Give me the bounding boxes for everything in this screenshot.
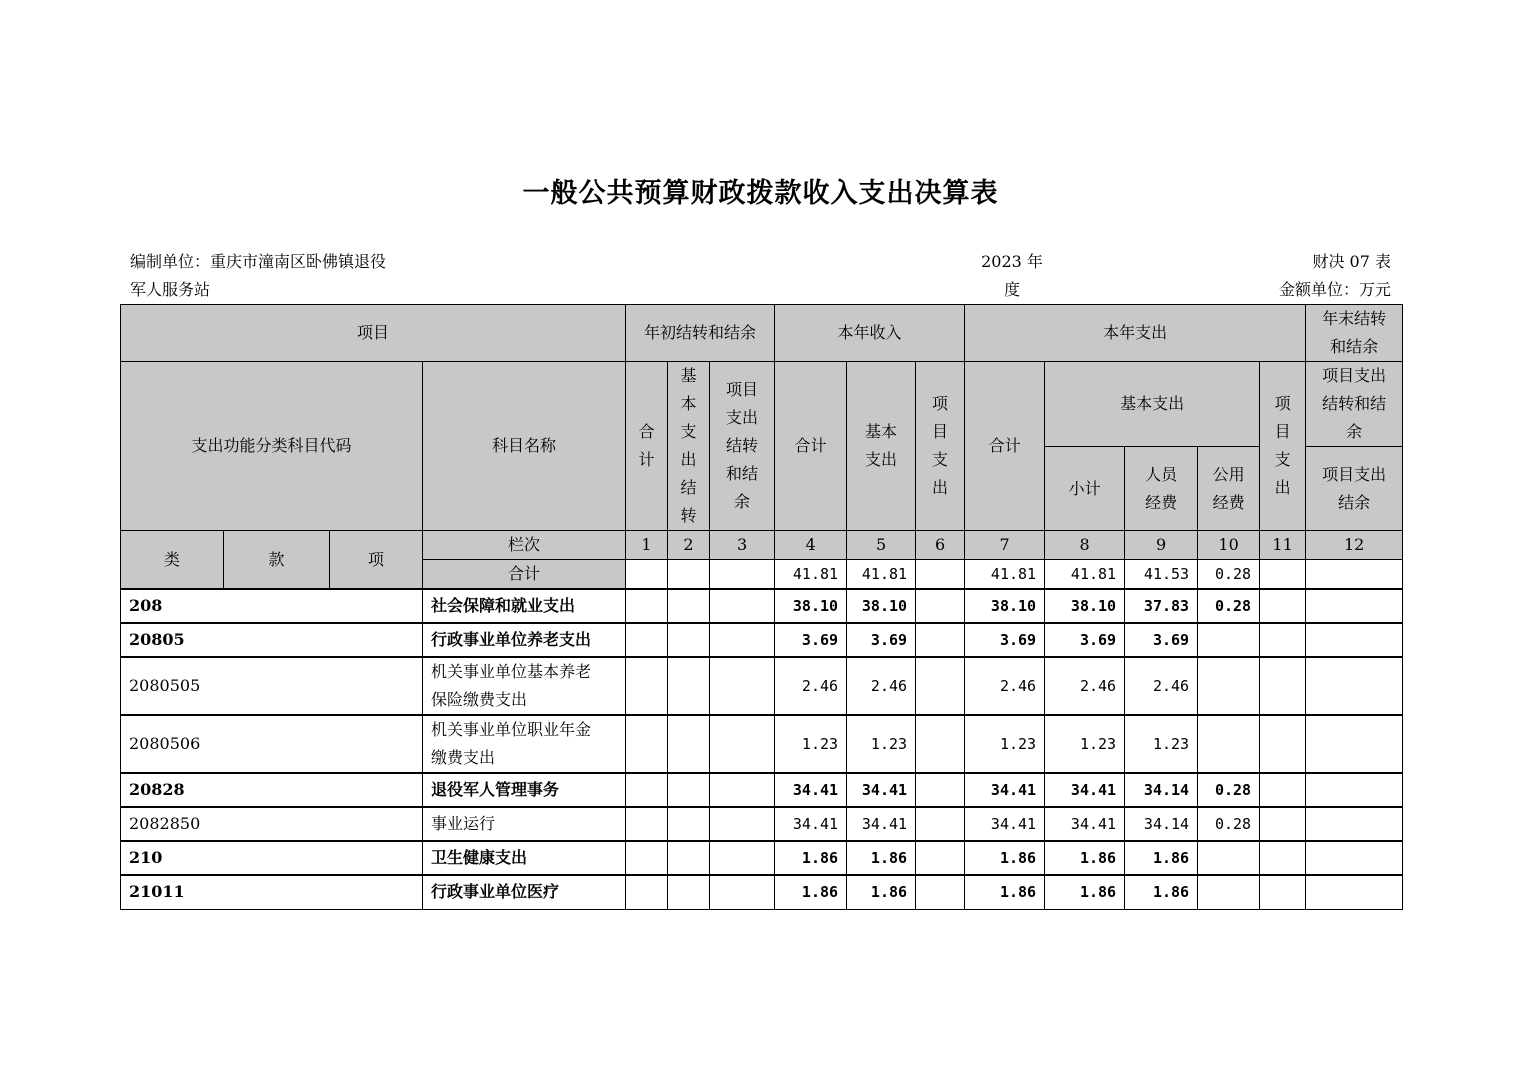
row-cell	[626, 875, 668, 909]
table-row	[121, 807, 1403, 841]
row-cell	[668, 623, 710, 657]
table-row	[121, 623, 1403, 657]
row-cell	[710, 589, 775, 623]
column-index-label: 栏次	[423, 531, 626, 560]
header-income: 本年收入	[775, 305, 965, 362]
row-name: 行政事业单位医疗	[423, 875, 626, 909]
row-cell: 1.23	[965, 715, 1045, 773]
row-cell	[1306, 715, 1403, 773]
row-cell	[1260, 841, 1306, 875]
row-cell	[1198, 623, 1260, 657]
vchar: 目	[932, 422, 949, 441]
vchar: 支	[680, 422, 697, 441]
row-name	[423, 715, 626, 773]
row-cell	[668, 875, 710, 909]
sum-cell	[626, 560, 668, 590]
row-name: 行政事业单位养老支出	[423, 623, 626, 657]
row-cell	[668, 715, 710, 773]
row-code: 20805	[121, 623, 423, 657]
table-row	[121, 657, 1403, 715]
row-name-line1: 机关事业单位基本养老	[431, 662, 592, 681]
row-cell: 1.23	[1045, 715, 1125, 773]
row-name: 事业运行	[423, 807, 626, 841]
row-cell	[710, 715, 775, 773]
vline: 支出	[726, 408, 759, 427]
row-cell	[626, 715, 668, 773]
col-num: 4	[775, 531, 847, 560]
fiscal-year	[972, 248, 1052, 304]
row-cell: 1.86	[1045, 875, 1125, 909]
row-cell: 37.83	[1125, 589, 1198, 623]
row-name-line2: 缴费支出	[431, 748, 496, 767]
sum-label: 合计	[423, 560, 626, 590]
header-opening-project-carry	[710, 362, 775, 531]
vline: 结转和结	[1322, 394, 1387, 413]
header-income-total: 合计	[775, 362, 847, 531]
row-cell: 34.41	[847, 807, 916, 841]
vline: 余	[734, 492, 751, 511]
header-class: 类	[121, 531, 224, 590]
vline: 经费	[1212, 492, 1245, 512]
vline: 项目支出	[1322, 464, 1387, 484]
vchar: 目	[1274, 422, 1291, 441]
sum-cell: 0.28	[1198, 560, 1260, 590]
row-cell: 34.14	[1125, 807, 1198, 841]
vline: 和结	[726, 464, 759, 483]
header-personnel	[1125, 447, 1198, 531]
budget-table	[120, 304, 1403, 910]
row-code: 2082850	[121, 807, 423, 841]
compiling-unit-line2: 军人服务站	[130, 280, 211, 299]
vline: 结余	[1338, 492, 1371, 512]
sum-cell	[1260, 560, 1306, 590]
vchar: 项	[1274, 394, 1291, 413]
row-cell	[626, 807, 668, 841]
row-cell	[916, 841, 965, 875]
row-code: 20828	[121, 773, 423, 807]
row-name-line2: 保险缴费支出	[431, 690, 528, 709]
row-cell: 2.46	[1045, 657, 1125, 715]
table-row	[121, 715, 1403, 773]
row-cell: 1.86	[1125, 841, 1198, 875]
row-name: 退役军人管理事务	[423, 773, 626, 807]
col-num: 3	[710, 531, 775, 560]
vchar: 出	[932, 478, 949, 497]
col-num: 5	[847, 531, 916, 560]
header-xiang: 项	[330, 531, 423, 590]
row-cell: 0.28	[1198, 807, 1260, 841]
vchar: 项	[932, 394, 949, 413]
row-cell: 1.86	[1125, 875, 1198, 909]
vline: 余	[1346, 422, 1363, 441]
row-code: 210	[121, 841, 423, 875]
row-cell: 0.28	[1198, 773, 1260, 807]
sum-cell	[710, 560, 775, 590]
vchar: 支	[1274, 450, 1291, 469]
row-cell	[710, 807, 775, 841]
row-cell	[1260, 773, 1306, 807]
row-cell	[1306, 657, 1403, 715]
row-cell: 34.14	[1125, 773, 1198, 807]
row-cell: 1.23	[1125, 715, 1198, 773]
row-cell	[668, 657, 710, 715]
sum-cell	[916, 560, 965, 590]
header-income-project	[916, 362, 965, 531]
vline: 项目支出	[1322, 366, 1387, 385]
row-cell	[710, 657, 775, 715]
header-row-2	[121, 362, 1403, 447]
row-cell: 38.10	[775, 589, 847, 623]
header-exp-total: 合计	[965, 362, 1045, 531]
col-num: 1	[626, 531, 668, 560]
row-cell: 2.46	[1125, 657, 1198, 715]
row-cell: 2.46	[847, 657, 916, 715]
row-cell: 3.69	[1045, 623, 1125, 657]
row-cell	[1306, 589, 1403, 623]
form-info	[1279, 248, 1391, 304]
row-cell	[916, 773, 965, 807]
row-code: 2080505	[121, 657, 423, 715]
row-code: 2080506	[121, 715, 423, 773]
row-cell	[1260, 657, 1306, 715]
row-name-line1: 机关事业单位职业年金	[431, 720, 592, 739]
header-closing-balance-l1: 年末结转	[1322, 309, 1387, 328]
row-cell: 3.69	[775, 623, 847, 657]
header-project: 项目	[121, 305, 626, 362]
compiling-unit	[130, 248, 430, 304]
vline: 项目	[726, 380, 759, 399]
vchar: 结	[680, 478, 697, 497]
col-num: 11	[1260, 531, 1306, 560]
sum-cell	[668, 560, 710, 590]
col-num: 10	[1198, 531, 1260, 560]
header-subtotal: 小计	[1045, 447, 1125, 531]
row-cell: 2.46	[965, 657, 1045, 715]
vchar: 基	[680, 366, 697, 385]
row-cell: 1.86	[965, 875, 1045, 909]
row-cell	[626, 841, 668, 875]
row-cell	[626, 623, 668, 657]
row-cell: 3.69	[1125, 623, 1198, 657]
vchar: 出	[1274, 478, 1291, 497]
header-func-code: 支出功能分类科目代码	[121, 362, 423, 531]
row-cell: 1.23	[847, 715, 916, 773]
row-cell	[1306, 841, 1403, 875]
col-num: 6	[916, 531, 965, 560]
header-subject-name: 科目名称	[423, 362, 626, 531]
row-cell: 0.28	[1198, 589, 1260, 623]
row-cell	[1260, 875, 1306, 909]
vline: 人员	[1145, 464, 1178, 484]
table-row	[121, 875, 1403, 909]
fiscal-year-line2: 度	[1003, 280, 1020, 299]
vline: 公用	[1212, 464, 1245, 484]
row-cell	[1198, 715, 1260, 773]
row-cell	[1198, 841, 1260, 875]
row-cell: 38.10	[965, 589, 1045, 623]
header-basic-expenditure: 基本支出	[1045, 362, 1260, 447]
table-row	[121, 841, 1403, 875]
row-cell	[668, 807, 710, 841]
row-cell	[916, 589, 965, 623]
amount-unit: 金额单位：万元	[1278, 280, 1391, 299]
row-cell	[1198, 875, 1260, 909]
row-cell: 34.41	[965, 773, 1045, 807]
row-cell	[710, 875, 775, 909]
header-opening-total	[626, 362, 668, 531]
col-num: 12	[1306, 531, 1403, 560]
row-cell	[668, 841, 710, 875]
vline: 结转	[726, 436, 759, 455]
row-cell	[1260, 623, 1306, 657]
sum-cell: 41.81	[775, 560, 847, 590]
row-cell: 34.41	[775, 807, 847, 841]
row-cell: 1.23	[775, 715, 847, 773]
row-cell	[916, 807, 965, 841]
header-exp-project	[1260, 362, 1306, 531]
header-kuan: 款	[224, 531, 330, 590]
vchar: 支	[932, 450, 949, 469]
sum-cell: 41.81	[847, 560, 916, 590]
row-cell: 34.41	[1045, 807, 1125, 841]
row-cell	[710, 623, 775, 657]
row-cell: 34.41	[1045, 773, 1125, 807]
fiscal-year-line1: 2023 年	[981, 252, 1043, 271]
row-cell	[626, 657, 668, 715]
vchar: 出	[680, 450, 697, 469]
row-cell	[626, 773, 668, 807]
row-cell	[1306, 623, 1403, 657]
row-cell: 1.86	[847, 841, 916, 875]
row-cell	[916, 657, 965, 715]
row-cell	[668, 773, 710, 807]
compiling-unit-line1: 编制单位：重庆市潼南区卧佛镇退役	[130, 252, 387, 271]
header-row-1	[121, 305, 1403, 362]
row-cell: 1.86	[847, 875, 916, 909]
sum-cell: 41.81	[965, 560, 1045, 590]
row-cell: 1.86	[775, 841, 847, 875]
row-cell	[916, 715, 965, 773]
row-cell: 38.10	[1045, 589, 1125, 623]
col-num: 7	[965, 531, 1045, 560]
row-cell: 3.69	[965, 623, 1045, 657]
row-cell	[1306, 807, 1403, 841]
sum-cell	[1306, 560, 1403, 590]
header-closing-balance	[1306, 305, 1403, 362]
row-cell	[1198, 657, 1260, 715]
column-index-row	[121, 531, 1403, 560]
row-code: 208	[121, 589, 423, 623]
header-opening-balance: 年初结转和结余	[626, 305, 775, 362]
row-cell	[710, 841, 775, 875]
sum-cell: 41.53	[1125, 560, 1198, 590]
row-cell	[1306, 875, 1403, 909]
col-num: 8	[1045, 531, 1125, 560]
sum-cell: 41.81	[1045, 560, 1125, 590]
header-closing-project-balance	[1306, 447, 1403, 531]
row-cell	[710, 773, 775, 807]
row-cell	[916, 623, 965, 657]
col-num: 2	[668, 531, 710, 560]
row-code: 21011	[121, 875, 423, 909]
row-name: 卫生健康支出	[423, 841, 626, 875]
row-cell: 1.86	[965, 841, 1045, 875]
row-cell	[626, 589, 668, 623]
row-cell: 3.69	[847, 623, 916, 657]
row-cell	[1260, 715, 1306, 773]
header-closing-balance-l2: 和结余	[1330, 337, 1379, 356]
row-cell	[1260, 807, 1306, 841]
header-opening-basic-carry	[668, 362, 710, 531]
row-cell: 34.41	[847, 773, 916, 807]
row-cell	[1306, 773, 1403, 807]
row-cell: 38.10	[847, 589, 916, 623]
header-expenditure: 本年支出	[965, 305, 1306, 362]
vchar: 转	[680, 506, 697, 525]
page-title: 一般公共预算财政拨款收入支出决算表	[522, 178, 999, 209]
row-name: 社会保障和就业支出	[423, 589, 626, 623]
header-income-basic	[847, 362, 916, 531]
vline: 支出	[865, 450, 898, 469]
table-row	[121, 589, 1403, 623]
header-opening-total-text: 合 计	[638, 422, 655, 469]
vline: 经费	[1145, 492, 1178, 512]
row-cell	[668, 589, 710, 623]
header-closing-project-carry	[1306, 362, 1403, 447]
table-row	[121, 773, 1403, 807]
vline: 基本	[865, 422, 898, 441]
row-cell: 1.86	[1045, 841, 1125, 875]
row-cell: 1.86	[775, 875, 847, 909]
row-cell: 2.46	[775, 657, 847, 715]
vchar: 本	[680, 394, 697, 413]
row-name	[423, 657, 626, 715]
form-number: 财决 07 表	[1312, 252, 1391, 271]
row-cell: 34.41	[775, 773, 847, 807]
row-cell: 34.41	[965, 807, 1045, 841]
row-cell	[916, 875, 965, 909]
col-num: 9	[1125, 531, 1198, 560]
row-cell	[1260, 589, 1306, 623]
header-public	[1198, 447, 1260, 531]
